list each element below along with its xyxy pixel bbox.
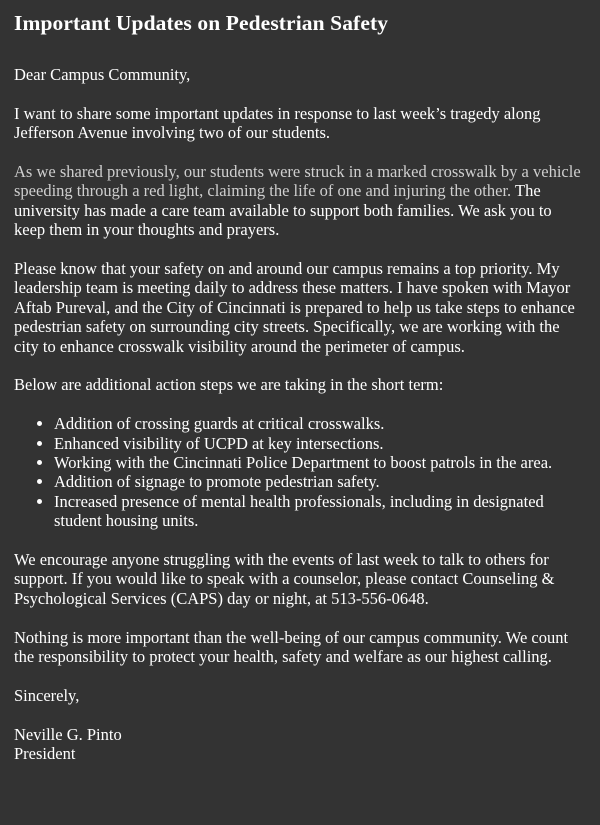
- list-item: • Addition of crossing guards at critical crosswalks.: [54, 414, 586, 433]
- actions-intro: Below are additional action steps we are taking in the short term:: [14, 375, 444, 395]
- greeting: Dear Campus Community,: [14, 65, 191, 84]
- action-list: [14, 414, 586, 530]
- priority-paragraph: Please know that your safety on and around our campus remains a top priority. My leadership team is meeting daily to address these matters. I have spoken with Mayor Aftab Pureval, and the City of Cincinnati is prepared to help us take steps to enhance pedestrian safety on surrounding city streets. Specifically, we are working with the city to enhance crosswalk visibility around the perimeter of campus.: [14, 259, 575, 356]
- page-title: Important Updates on Pedestrian Safety: [14, 11, 389, 35]
- list-item: • Enhanced visibility of UCPD at key intersections.: [54, 434, 586, 453]
- signer-name: Neville G. Pinto: [14, 724, 122, 744]
- support-paragraph: We encourage anyone struggling with the events of last week to talk to others for support. If you would like to speak with a counselor, please contact Counseling & Psychological Services (CAPS) day or night, at 513-556-0648.: [14, 550, 555, 608]
- list-item: • Increased presence of mental health professionals, including in designated student housing units.: [54, 492, 586, 531]
- list-item: • Addition of signage to promote pedestrian safety.: [54, 472, 586, 491]
- incident-rest: The university has made a care team available to support both families. We ask you to keep them in your thoughts and prayers.: [14, 181, 552, 240]
- incident-lead: As we shared previously, our students were struck in a marked crosswalk by a vehicle speeding through a red light, claiming the life of one and injuring the other.: [14, 162, 581, 201]
- signer-title: President: [14, 744, 76, 764]
- signoff: Sincerely,: [14, 685, 80, 705]
- signature-block: [14, 686, 586, 764]
- closing-paragraph: Nothing is more important than the well-being of our campus community. We count the responsibility to protect your health, safety and welfare as our highest calling.: [14, 627, 569, 667]
- intro-paragraph: I want to share some important updates in response to last week’s tragedy along Jefferson Avenue involving two of our students.: [14, 103, 541, 143]
- incident-paragraph: [14, 162, 586, 240]
- list-item: • Working with the Cincinnati Police Department to boost patrols in the area.: [54, 453, 586, 472]
